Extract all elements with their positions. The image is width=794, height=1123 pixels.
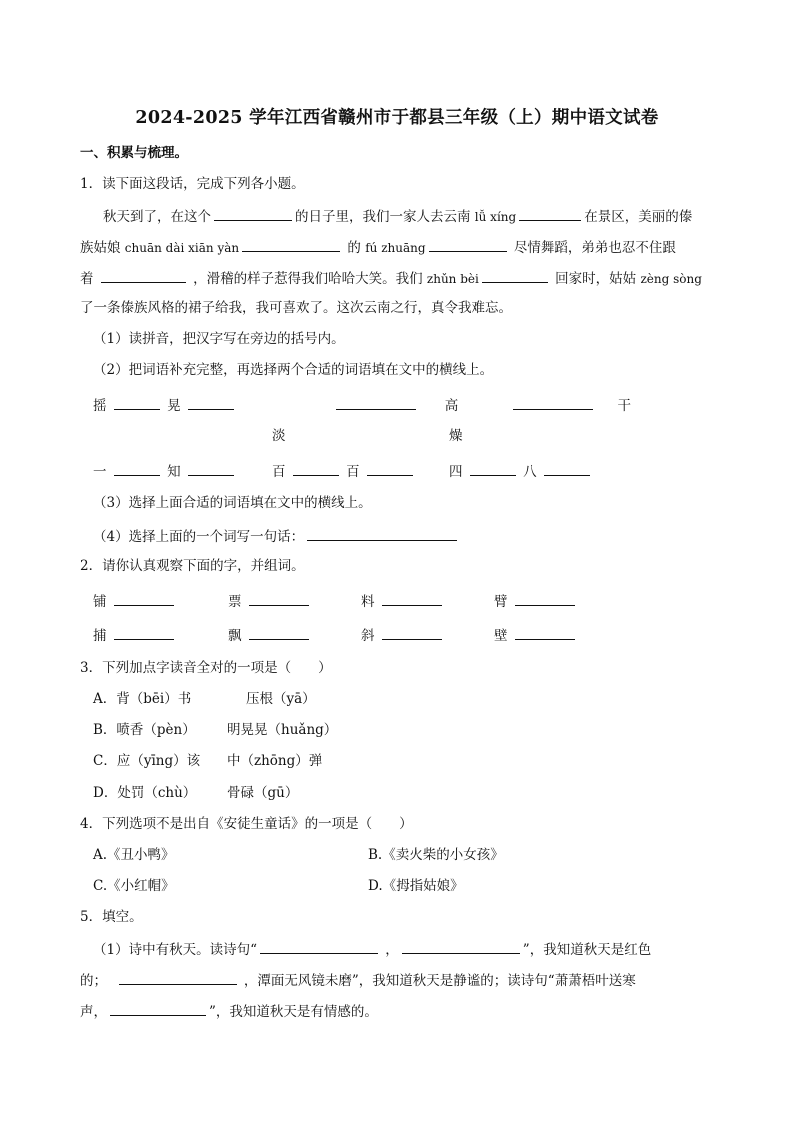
answer-blank[interactable] bbox=[367, 459, 413, 476]
answer-blank[interactable] bbox=[544, 459, 590, 476]
question-3-option-a-second: 压根（yā） bbox=[246, 691, 316, 707]
word-fill-bai-bai: 百 百 bbox=[272, 459, 416, 483]
word-fill-yao-huang: 摇 晃 bbox=[93, 393, 237, 417]
question-1-passage-line-3: 着 ，滑稽的样子惹得我们哈哈大笑。我们 zhǔn bèi 回家时，姑姑 zèng sòng bbox=[80, 266, 720, 290]
section-heading: 一、积累与梳理。 bbox=[80, 145, 188, 161]
question-2-stem: 2．请你认真观察下面的字，并组词。 bbox=[80, 558, 305, 574]
char-group-1: 铺 bbox=[93, 589, 177, 613]
answer-blank[interactable] bbox=[260, 937, 378, 954]
question-5-line-1: （1）诗中有秋天。读诗句“ ， ”，我知道秋天是红色 bbox=[93, 937, 720, 961]
question-1-passage-line-4: 了一条傣族风格的裙子给我，我可喜欢了。这次云南之行，真令我难忘。 bbox=[80, 300, 512, 316]
answer-blank[interactable] bbox=[249, 623, 309, 640]
word-dan: 淡 bbox=[272, 428, 286, 444]
answer-blank[interactable] bbox=[242, 235, 340, 252]
answer-blank[interactable] bbox=[114, 393, 160, 410]
word-fill-gan: 干 bbox=[510, 393, 631, 417]
question-1-sub-3: （3）选择上面合适的词语填在文中的横线上。 bbox=[93, 495, 372, 511]
exam-title: 2024-2025 学年江西省赣州市于都县三年级（上）期中语文试卷 bbox=[135, 108, 659, 128]
word-fill-gao: 高 bbox=[333, 393, 458, 417]
answer-blank[interactable] bbox=[307, 524, 457, 541]
answer-blank[interactable] bbox=[515, 589, 575, 606]
answer-blank[interactable] bbox=[110, 999, 206, 1016]
question-1-passage-line-2: 族姑娘 chuān dài xiān yàn 的 fú zhuāng 尽情舞蹈，弟弟也忍不住跟 bbox=[80, 235, 720, 259]
answer-blank[interactable] bbox=[114, 623, 174, 640]
question-5-line-3: 声， ”，我知道秋天是有情感的。 bbox=[80, 999, 720, 1023]
question-3-option-b-second: 明晃晃（huǎng） bbox=[227, 722, 338, 738]
char-group-4: 臂 bbox=[494, 589, 578, 613]
answer-blank[interactable] bbox=[114, 589, 174, 606]
question-4-option-a[interactable]: A.《丑小鸭》 bbox=[93, 847, 175, 863]
answer-blank[interactable] bbox=[249, 589, 309, 606]
answer-blank[interactable] bbox=[114, 459, 160, 476]
question-4-option-b[interactable]: B.《卖火柴的小女孩》 bbox=[368, 847, 504, 863]
question-1-sub-2: （2）把词语补充完整，再选择两个合适的词语填在文中的横线上。 bbox=[93, 362, 494, 378]
answer-blank[interactable] bbox=[119, 968, 237, 985]
answer-blank[interactable] bbox=[382, 623, 442, 640]
answer-blank[interactable] bbox=[482, 266, 548, 283]
answer-blank[interactable] bbox=[429, 235, 507, 252]
char-group-6: 飘 bbox=[228, 623, 312, 647]
answer-blank[interactable] bbox=[515, 623, 575, 640]
char-group-5: 捕 bbox=[93, 623, 177, 647]
question-1-passage-line-1: 秋天到了，在这个 的日子里，我们一家人去云南 lǚ xíng 在景区，美丽的傣 bbox=[103, 204, 720, 228]
question-3-stem: 3．下列加点字读音全对的一项是（ ） bbox=[80, 660, 332, 676]
answer-blank[interactable] bbox=[188, 459, 234, 476]
question-3-option-b[interactable]: B．喷香（pèn） bbox=[93, 722, 196, 738]
answer-blank[interactable] bbox=[513, 393, 593, 410]
question-3-option-d-second: 骨碌（gū） bbox=[227, 785, 299, 801]
question-1-sub-1: （1）读拼音，把汉字写在旁边的括号内。 bbox=[93, 331, 345, 347]
answer-blank[interactable] bbox=[336, 393, 416, 410]
question-1-sub-4: （4）选择上面的一个词写一句话： bbox=[93, 524, 733, 548]
answer-blank[interactable] bbox=[402, 937, 520, 954]
question-3-option-a[interactable]: A．背（bēi）书 bbox=[93, 691, 192, 707]
answer-blank[interactable] bbox=[470, 459, 516, 476]
char-group-8: 壁 bbox=[494, 623, 578, 647]
answer-blank[interactable] bbox=[214, 204, 292, 221]
char-group-2: 票 bbox=[228, 589, 312, 613]
question-5-stem: 5．填空。 bbox=[80, 909, 143, 925]
word-fill-si-ba: 四 八 bbox=[449, 459, 593, 483]
question-4-option-c[interactable]: C.《小红帽》 bbox=[93, 878, 175, 894]
answer-blank[interactable] bbox=[101, 266, 186, 283]
question-3-option-c-second: 中（zhōng）弹 bbox=[227, 753, 323, 769]
word-zao: 燥 bbox=[449, 428, 463, 444]
question-4-stem: 4．下列选项不是出自《安徒生童话》的一项是（ ） bbox=[80, 816, 413, 832]
word-fill-yi-zhi: 一 知 bbox=[93, 459, 237, 483]
answer-blank[interactable] bbox=[519, 204, 581, 221]
question-4-option-d[interactable]: D.《拇指姑娘》 bbox=[368, 878, 464, 894]
question-3-option-c[interactable]: C．应（yīng）该 bbox=[93, 753, 201, 769]
char-group-7: 斜 bbox=[361, 623, 445, 647]
answer-blank[interactable] bbox=[293, 459, 339, 476]
answer-blank[interactable] bbox=[188, 393, 234, 410]
char-group-3: 料 bbox=[361, 589, 445, 613]
question-5-line-2: 的； ，潭面无风镜未磨”，我知道秋天是静谧的；读诗句“萧萧梧叶送寒 bbox=[80, 968, 720, 992]
question-1-stem: 1．读下面这段话，完成下列各小题。 bbox=[80, 176, 305, 192]
question-3-option-d[interactable]: D．处罚（chù） bbox=[93, 785, 197, 801]
answer-blank[interactable] bbox=[382, 589, 442, 606]
